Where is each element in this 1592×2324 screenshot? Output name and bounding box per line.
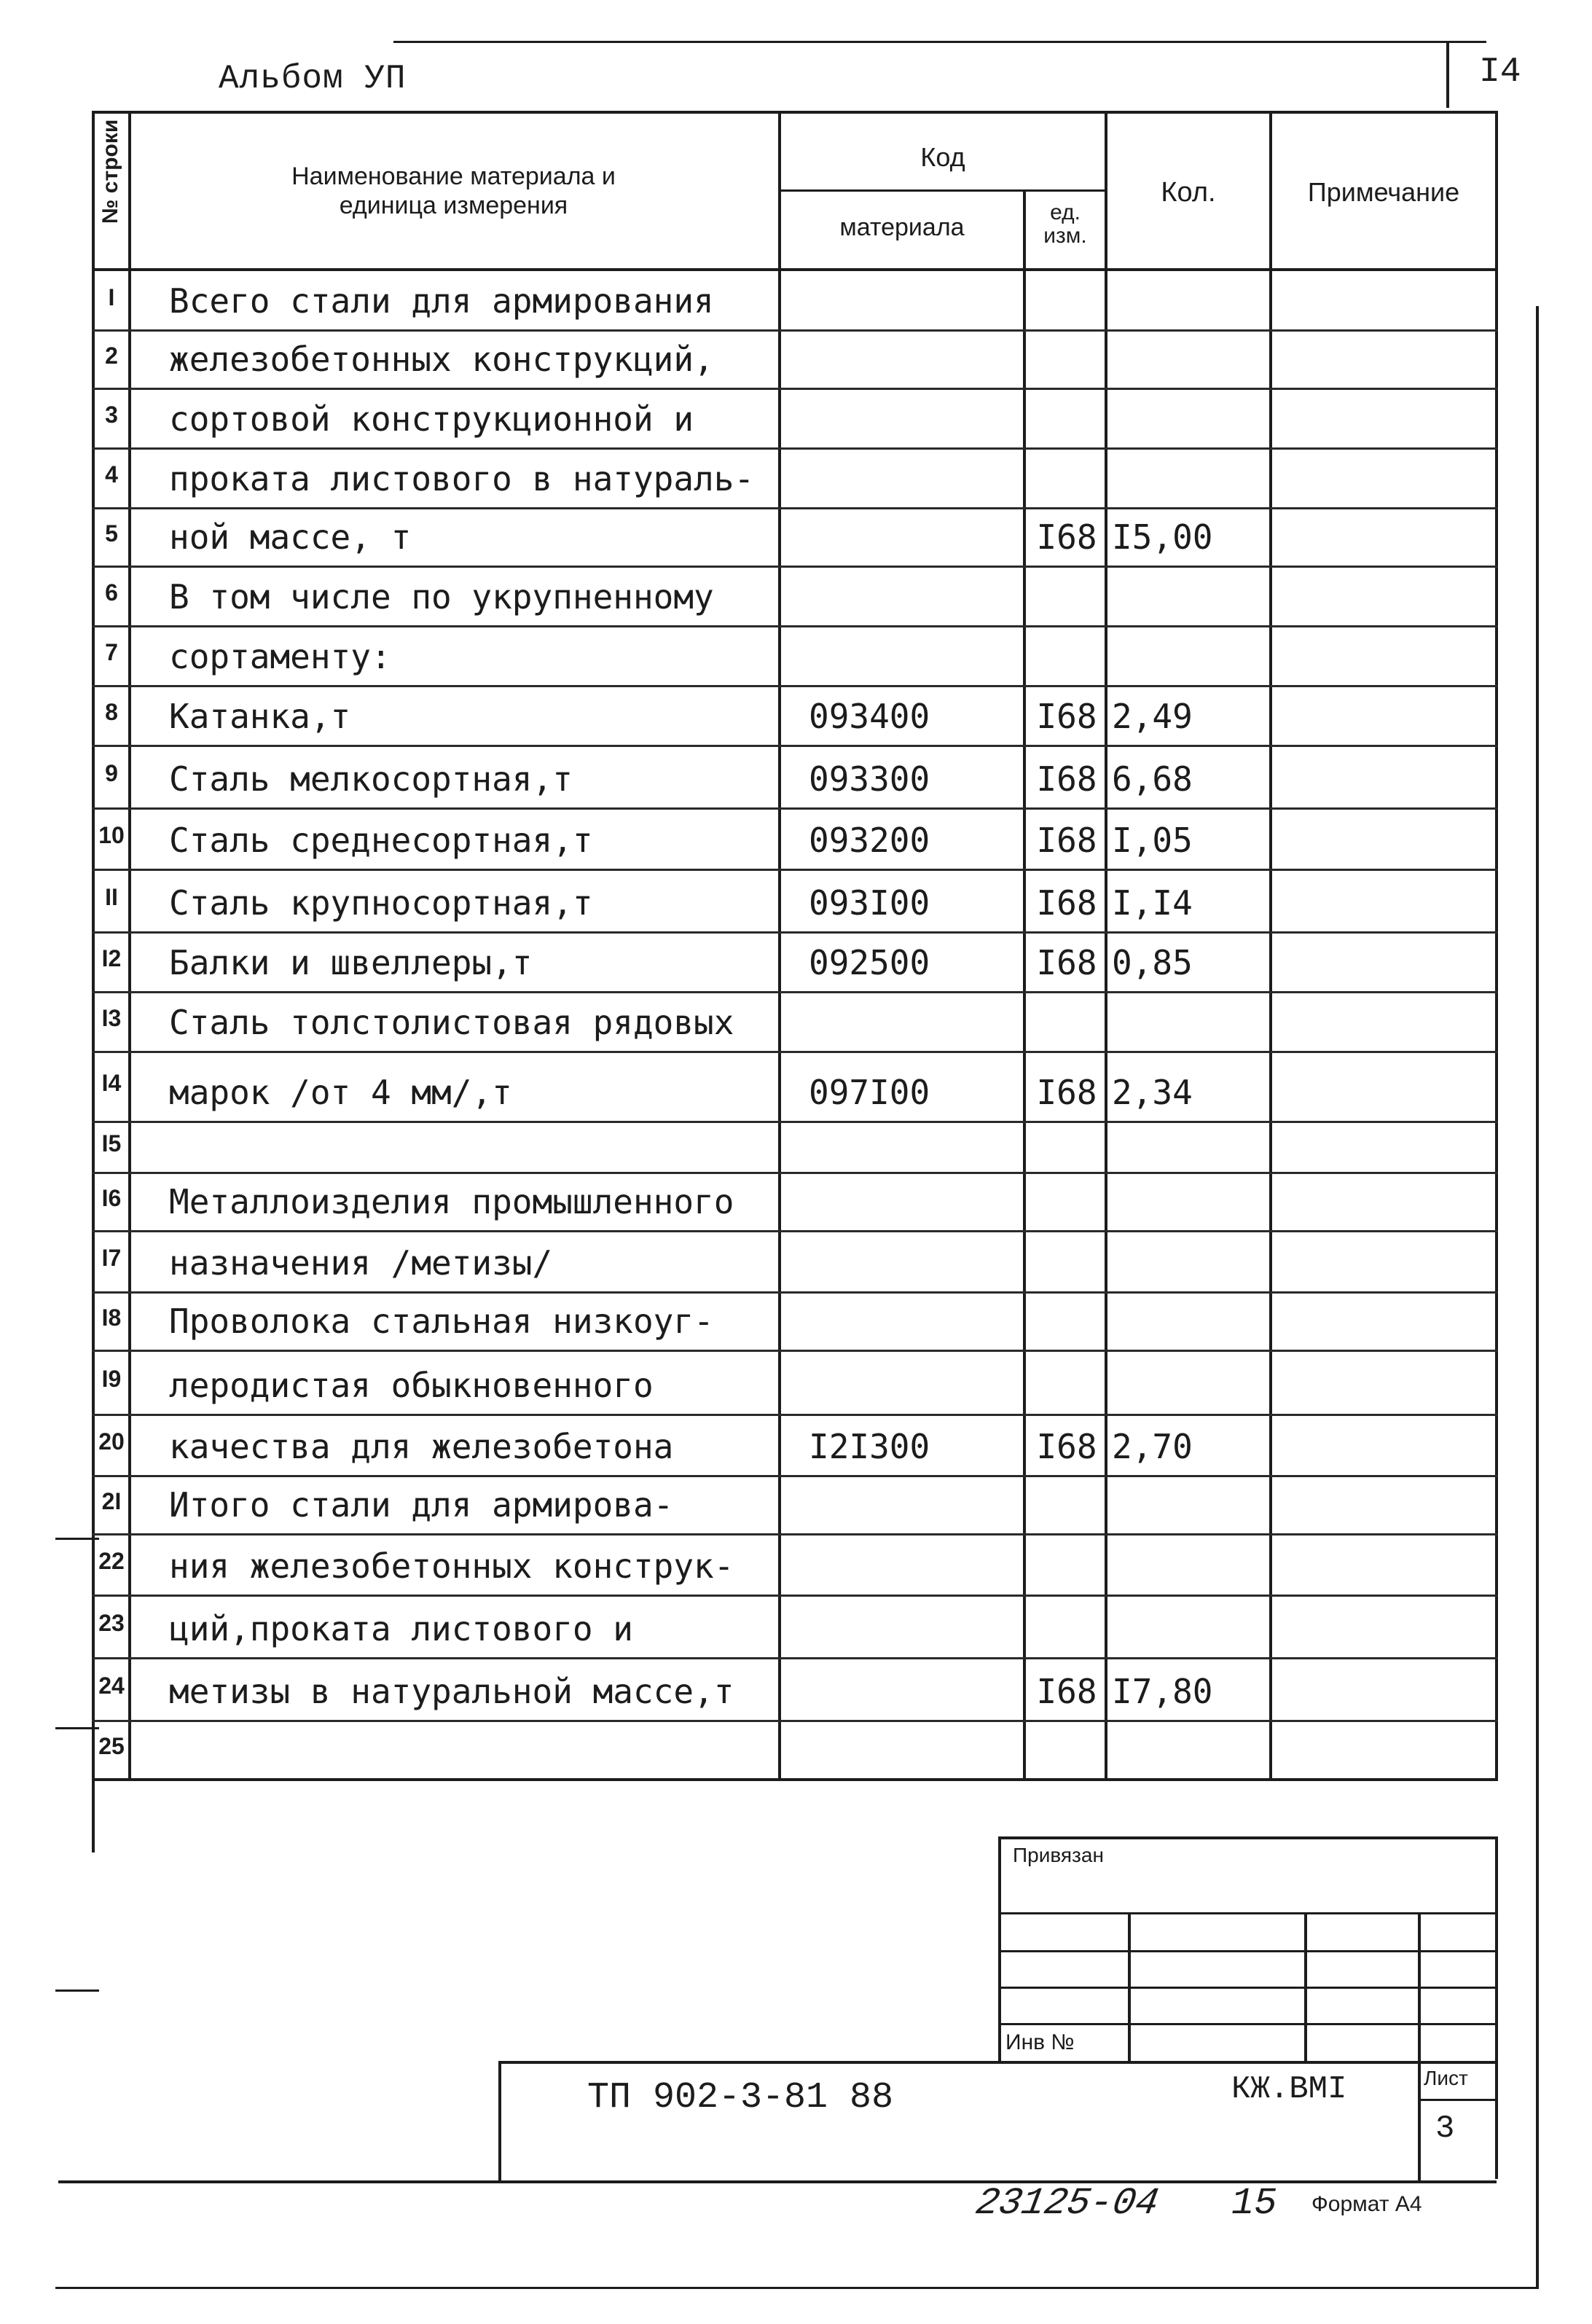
unit-divider — [1105, 111, 1107, 1780]
row-name: Сталь толстолистовая рядовых — [169, 1003, 734, 1042]
table-right-border — [1495, 111, 1498, 1780]
row-number: I8 — [101, 1304, 122, 1331]
table-bottom-border — [92, 1778, 1498, 1781]
row-name: В том числе по укрупненному — [169, 577, 714, 617]
row-name: ной массе, т — [169, 517, 412, 557]
row-rule — [92, 388, 1498, 390]
row-number: 3 — [105, 402, 118, 428]
row-quantity: I5,00 — [1112, 517, 1213, 557]
stamp-left-border — [998, 1836, 1001, 2062]
sheet-number: 3 — [1435, 2110, 1455, 2147]
table-header-bottom — [92, 268, 1498, 271]
row-unit: I68 — [1036, 697, 1097, 736]
row-name: Сталь мелкосортная,т — [169, 759, 573, 799]
row-unit: I68 — [1036, 943, 1097, 982]
sheet-right-edge — [1536, 306, 1539, 2288]
row-number: 5 — [105, 520, 118, 547]
row-rule — [92, 1414, 1498, 1416]
page-number-divider — [1446, 41, 1449, 108]
row-name: марок /от 4 мм/,т — [169, 1073, 512, 1112]
title-block-top — [498, 2061, 1497, 2064]
row-number: I7 — [101, 1245, 122, 1271]
row-unit: I68 — [1036, 1672, 1097, 1711]
row-material-code: 093I00 — [809, 883, 930, 923]
row-rule — [92, 625, 1498, 627]
page-number: I4 — [1479, 52, 1521, 92]
header-unit-line2: изм. — [1043, 224, 1087, 248]
row-unit: I68 — [1036, 1073, 1097, 1112]
row-number: 22 — [98, 1548, 125, 1574]
material-divider — [1023, 189, 1026, 1780]
row-name: Сталь среднесортная,т — [169, 821, 593, 860]
row-name: метизы в натуральной массе,т — [169, 1672, 734, 1711]
album-title: Альбом УП — [219, 60, 407, 98]
row-rule — [92, 1291, 1498, 1294]
row-number: I2 — [101, 945, 122, 971]
row-name: Итого стали для армирова- — [169, 1485, 674, 1525]
row-rule — [92, 931, 1498, 934]
row-name: Балки и швеллеры,т — [169, 943, 533, 982]
row-unit: I68 — [1036, 1427, 1097, 1466]
row-number: I6 — [101, 1185, 122, 1211]
row-number: I — [108, 284, 115, 310]
row-name: проката листового в натураль- — [169, 459, 755, 498]
row-material-code: 092500 — [809, 943, 930, 982]
row-number: 9 — [105, 760, 118, 786]
title-block-left — [498, 2061, 501, 2183]
row-rule — [92, 1657, 1498, 1659]
footer-number: 15 — [1231, 2182, 1277, 2225]
sheet-cell-divider — [1418, 2061, 1421, 2183]
row-quantity: 2,34 — [1112, 1073, 1193, 1112]
row-rule — [92, 807, 1498, 810]
qty-divider — [1269, 111, 1272, 1780]
row-name: сортаменту: — [169, 637, 391, 676]
stamp-col-1 — [1128, 1912, 1131, 2062]
handwritten-number: 23125-04 — [972, 2182, 1162, 2225]
stamp-bound-label: Привязан — [1013, 1844, 1104, 1866]
name-divider — [778, 111, 781, 1780]
stamp-rule-4 — [998, 2023, 1497, 2025]
row-quantity: 6,68 — [1112, 759, 1193, 799]
row-number: 2I — [101, 1488, 122, 1514]
row-quantity: 2,70 — [1112, 1427, 1193, 1466]
row-name: ций,проката листового и — [169, 1609, 633, 1648]
stamp-col-2 — [1304, 1912, 1307, 2062]
row-number: I9 — [101, 1366, 122, 1392]
stamp-rule-2 — [998, 1950, 1497, 1952]
row-rule — [92, 447, 1498, 450]
row-number: 8 — [105, 699, 118, 725]
row-name: качества для железобетона — [169, 1427, 674, 1466]
row-number: 25 — [98, 1733, 125, 1759]
row-rule — [92, 1172, 1498, 1174]
row-name: Металлоизделия промышленного — [169, 1182, 734, 1221]
row-rule — [92, 1051, 1498, 1053]
row-quantity: 2,49 — [1112, 697, 1193, 736]
row-rule — [92, 1475, 1498, 1477]
row-rule — [92, 1350, 1498, 1352]
row-material-code: 093400 — [809, 697, 930, 736]
row-material-code: 093300 — [809, 759, 930, 799]
row-unit: I68 — [1036, 517, 1097, 557]
row-number: 20 — [98, 1428, 125, 1455]
table-left-border — [92, 111, 95, 1852]
code-subheader-rule — [780, 189, 1107, 192]
header-unit-line1: ед. — [1050, 200, 1081, 224]
row-name: Проволока стальная низкоуг- — [169, 1302, 714, 1341]
row-number: I4 — [101, 1070, 122, 1096]
row-unit: I68 — [1036, 821, 1097, 860]
margin-tick-2 — [55, 1727, 99, 1729]
row-rule — [92, 1720, 1498, 1722]
row-rule — [92, 329, 1498, 332]
header-note: Примечание — [1307, 177, 1460, 207]
row-material-code: 097I00 — [809, 1073, 930, 1112]
row-name: Катанка,т — [169, 697, 351, 736]
header-code: Код — [920, 142, 965, 172]
bottom-sheet-rule — [55, 2287, 1539, 2289]
header-material: материала — [839, 214, 965, 241]
header-row-number: № строки — [98, 119, 122, 224]
row-quantity: I,I4 — [1112, 883, 1193, 923]
row-rule — [92, 1230, 1498, 1232]
row-number: 4 — [105, 461, 118, 488]
format-label: Формат А4 — [1311, 2192, 1422, 2216]
row-rule — [92, 507, 1498, 509]
row-name: Всего стали для армирования — [169, 281, 714, 321]
margin-tick-3 — [55, 1990, 99, 1992]
stamp-inv-label: Инв № — [1005, 2030, 1075, 2054]
header-name — [131, 162, 776, 220]
row-name: леродистая обыкновенного — [169, 1366, 654, 1405]
row-number: II — [105, 884, 118, 910]
row-rule — [92, 745, 1498, 747]
row-name: железобетонных конструкций, — [169, 340, 714, 379]
row-number: 7 — [105, 639, 118, 665]
top-rule — [393, 41, 1486, 43]
row-quantity: 0,85 — [1112, 943, 1193, 982]
stamp-rule-3 — [998, 1987, 1497, 1989]
row-rule — [92, 1533, 1498, 1535]
table-top-border — [92, 111, 1498, 114]
row-rule — [92, 869, 1498, 871]
row-number: 6 — [105, 579, 118, 606]
stamp-top-border — [998, 1836, 1497, 1839]
row-unit: I68 — [1036, 759, 1097, 799]
document-code: ТП 902-3-81 88 — [587, 2077, 894, 2118]
header-name-line1: Наименование материала и — [291, 163, 616, 190]
header-qty: Кол. — [1161, 177, 1216, 208]
row-unit: I68 — [1036, 883, 1097, 923]
row-material-code: 093200 — [809, 821, 930, 860]
row-number: 23 — [98, 1610, 125, 1636]
row-name: Сталь крупносортная,т — [169, 883, 593, 923]
margin-tick-1 — [55, 1538, 99, 1540]
row-name: назначения /метизы/ — [169, 1243, 553, 1283]
row-number: I5 — [101, 1130, 122, 1157]
row-number: 2 — [105, 343, 118, 369]
sheet-label: Лист — [1424, 2067, 1468, 2089]
row-quantity: I,05 — [1112, 821, 1193, 860]
sheet-cell-rule — [1418, 2099, 1497, 2101]
row-number: 10 — [98, 822, 125, 848]
row-rule — [92, 566, 1498, 568]
row-rule — [92, 1121, 1498, 1123]
row-rule — [92, 1595, 1498, 1597]
row-quantity: I7,80 — [1112, 1672, 1213, 1711]
stamp-col-3 — [1418, 1912, 1421, 2062]
row-name: ния железобетонных конструк- — [169, 1546, 734, 1586]
row-rule — [92, 991, 1498, 993]
rownum-divider — [128, 111, 131, 1780]
title-block-bottom — [58, 2180, 1497, 2183]
row-rule — [92, 685, 1498, 687]
header-name-line2: единица измерения — [339, 192, 568, 219]
row-number: I3 — [101, 1005, 122, 1031]
section-code: КЖ.ВМI — [1231, 2071, 1347, 2108]
header-unit — [1026, 201, 1105, 248]
row-number: 24 — [98, 1672, 125, 1699]
row-name: сортовой конструкционной и — [169, 399, 694, 439]
stamp-right-border — [1495, 1836, 1498, 2179]
stamp-rule-1 — [998, 1912, 1497, 1914]
row-material-code: I2I300 — [809, 1427, 930, 1466]
